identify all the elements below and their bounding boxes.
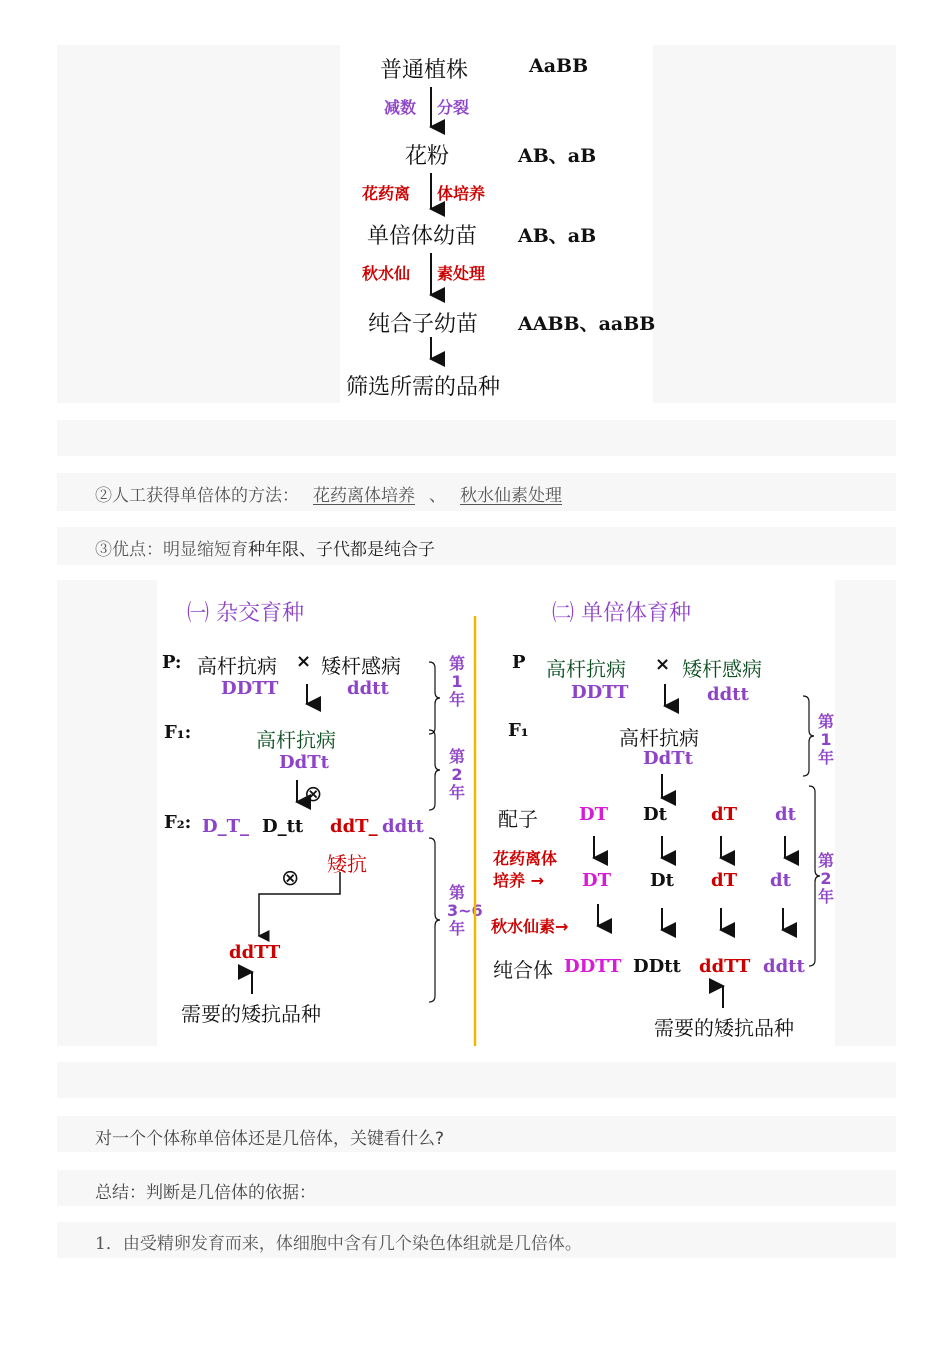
left-year-1: 第1年 — [448, 654, 465, 709]
right-gamete-2: Dt — [643, 804, 667, 825]
right-geno-2: ddtt — [707, 684, 749, 705]
method-prefix: ②人工获得单倍体的方法： — [95, 486, 299, 506]
right-haploid-4: dt — [770, 870, 791, 891]
genotype-3: AB、aB — [518, 225, 597, 247]
method-blank-1: 花药离体培养 — [313, 486, 415, 506]
left-f1-label: F₁: — [164, 722, 192, 743]
left-brace-3 — [429, 838, 440, 1002]
method-sep: 、 — [429, 486, 446, 506]
summary-text: 总结：判断是几倍体的依据： — [95, 1183, 316, 1203]
right-title: ㈡ 单倍体育种 — [552, 601, 691, 626]
step-select-variety: 筛选所需的品种 — [346, 375, 501, 400]
right-f1-label: F₁ — [508, 720, 529, 741]
left-p-label: P: — [162, 652, 182, 673]
right-gamete-4: dt — [775, 804, 796, 825]
left-f2-g2: D_tt — [262, 816, 304, 837]
left-f1-geno: DdTt — [279, 752, 329, 773]
right-parent-1: 高杆抗病 — [546, 657, 626, 681]
right-result-label: 需要的矮抗品种 — [654, 1016, 794, 1040]
left-self-symbol-1: ⊗ — [304, 782, 323, 807]
step-pollen: 花粉 — [405, 144, 450, 169]
right-brace-1 — [803, 696, 814, 776]
genotype-2: AB、aB — [518, 145, 597, 167]
left-brace-1 — [429, 662, 440, 734]
right-haploid-1: DT — [582, 870, 612, 891]
right-f1-pheno: 高杆抗病 — [619, 726, 699, 750]
right-culture-label-2: 培养 → — [493, 871, 544, 890]
left-year-2: 第2年 — [448, 747, 465, 802]
left-parent-1: 高杆抗病 — [197, 654, 277, 678]
empty-band — [57, 420, 896, 456]
left-geno-1: DDTT — [221, 678, 279, 699]
left-selected: 矮抗 — [327, 852, 367, 876]
right-pure-3: ddTT — [699, 956, 751, 977]
right-f1-geno: DdTt — [643, 748, 693, 769]
method-blank-2: 秋水仙素处理 — [460, 486, 562, 506]
left-arrow-select — [259, 872, 340, 936]
question-text: 对一个个体称单倍体还是几倍体，关键看什么? — [95, 1129, 445, 1149]
right-pure-4: ddtt — [763, 956, 805, 977]
advantage-line — [95, 535, 435, 560]
left-f2-g1: D_T_ — [202, 816, 250, 837]
left-year-3: 第3~6年 — [447, 883, 483, 938]
advantage-prefix: ③优点：明显缩短育 — [95, 540, 248, 560]
right-pure-2: DDtt — [633, 956, 681, 977]
left-parent-2: 矮杆感病 — [321, 654, 401, 678]
haploid-process-diagram — [340, 45, 656, 403]
genotype-1: AaBB — [529, 55, 589, 77]
right-culture-label-1: 花药离体 — [493, 849, 558, 868]
right-gamete-label: 配子 — [498, 807, 538, 831]
advantage-rest: 种年限、子代都是纯合子 — [248, 540, 435, 560]
arrow3-label-right: 素处理 — [437, 264, 486, 283]
arrow1-label-left: 减数 — [384, 98, 417, 117]
right-gamete-3: dT — [711, 804, 737, 825]
step-haploid-seedling: 单倍体幼苗 — [367, 224, 478, 249]
right-pure-1: DDTT — [564, 956, 622, 977]
right-pure-label: 纯合体 — [493, 958, 553, 982]
left-f1-pheno: 高杆抗病 — [256, 728, 336, 752]
breeding-lines — [157, 580, 835, 1046]
genotype-4: AABB、aaBB — [518, 313, 656, 335]
right-brace-2 — [809, 786, 820, 966]
process-arrows — [340, 45, 656, 403]
right-cross: × — [655, 654, 671, 675]
arrow2-label-right: 体培养 — [437, 184, 486, 203]
arrow1-label-right: 分裂 — [437, 98, 470, 117]
method-line — [95, 481, 576, 506]
right-year-1: 第1年 — [817, 712, 834, 767]
left-self-symbol-2: ⊗ — [281, 866, 300, 891]
right-year-2: 第2年 — [817, 851, 834, 906]
step-pure-seedling: 纯合子幼苗 — [368, 312, 479, 337]
left-geno-2: ddtt — [347, 678, 389, 699]
left-f2-label: F₂: — [164, 812, 192, 833]
left-result-geno: ddTT — [229, 942, 281, 963]
empty-band-2 — [57, 1062, 896, 1098]
left-brace-2 — [429, 730, 440, 810]
left-result-label: 需要的矮抗品种 — [181, 1002, 321, 1026]
left-title: ㈠ 杂交育种 — [187, 601, 304, 626]
right-parent-2: 矮杆感病 — [682, 657, 762, 681]
step-normal-plant: 普通植株 — [380, 58, 469, 83]
arrow3-label-left: 秋水仙 — [362, 264, 411, 283]
right-haploid-3: dT — [711, 870, 737, 891]
breeding-comparison-diagram — [157, 580, 835, 1046]
left-cross: × — [296, 651, 312, 672]
right-haploid-2: Dt — [650, 870, 674, 891]
point1-text: 1．由受精卵发育而来，体细胞中含有几个染色体组就是几倍体。 — [95, 1234, 582, 1254]
right-p-label: P — [512, 652, 526, 673]
left-f2-g4: ddtt — [382, 816, 424, 837]
right-colchicine-label: 秋水仙素→ — [491, 917, 569, 936]
right-gamete-1: DT — [579, 804, 609, 825]
right-geno-1: DDTT — [571, 682, 629, 703]
left-f2-g3: ddT_ — [330, 816, 378, 837]
arrow2-label-left: 花药离 — [362, 184, 411, 203]
